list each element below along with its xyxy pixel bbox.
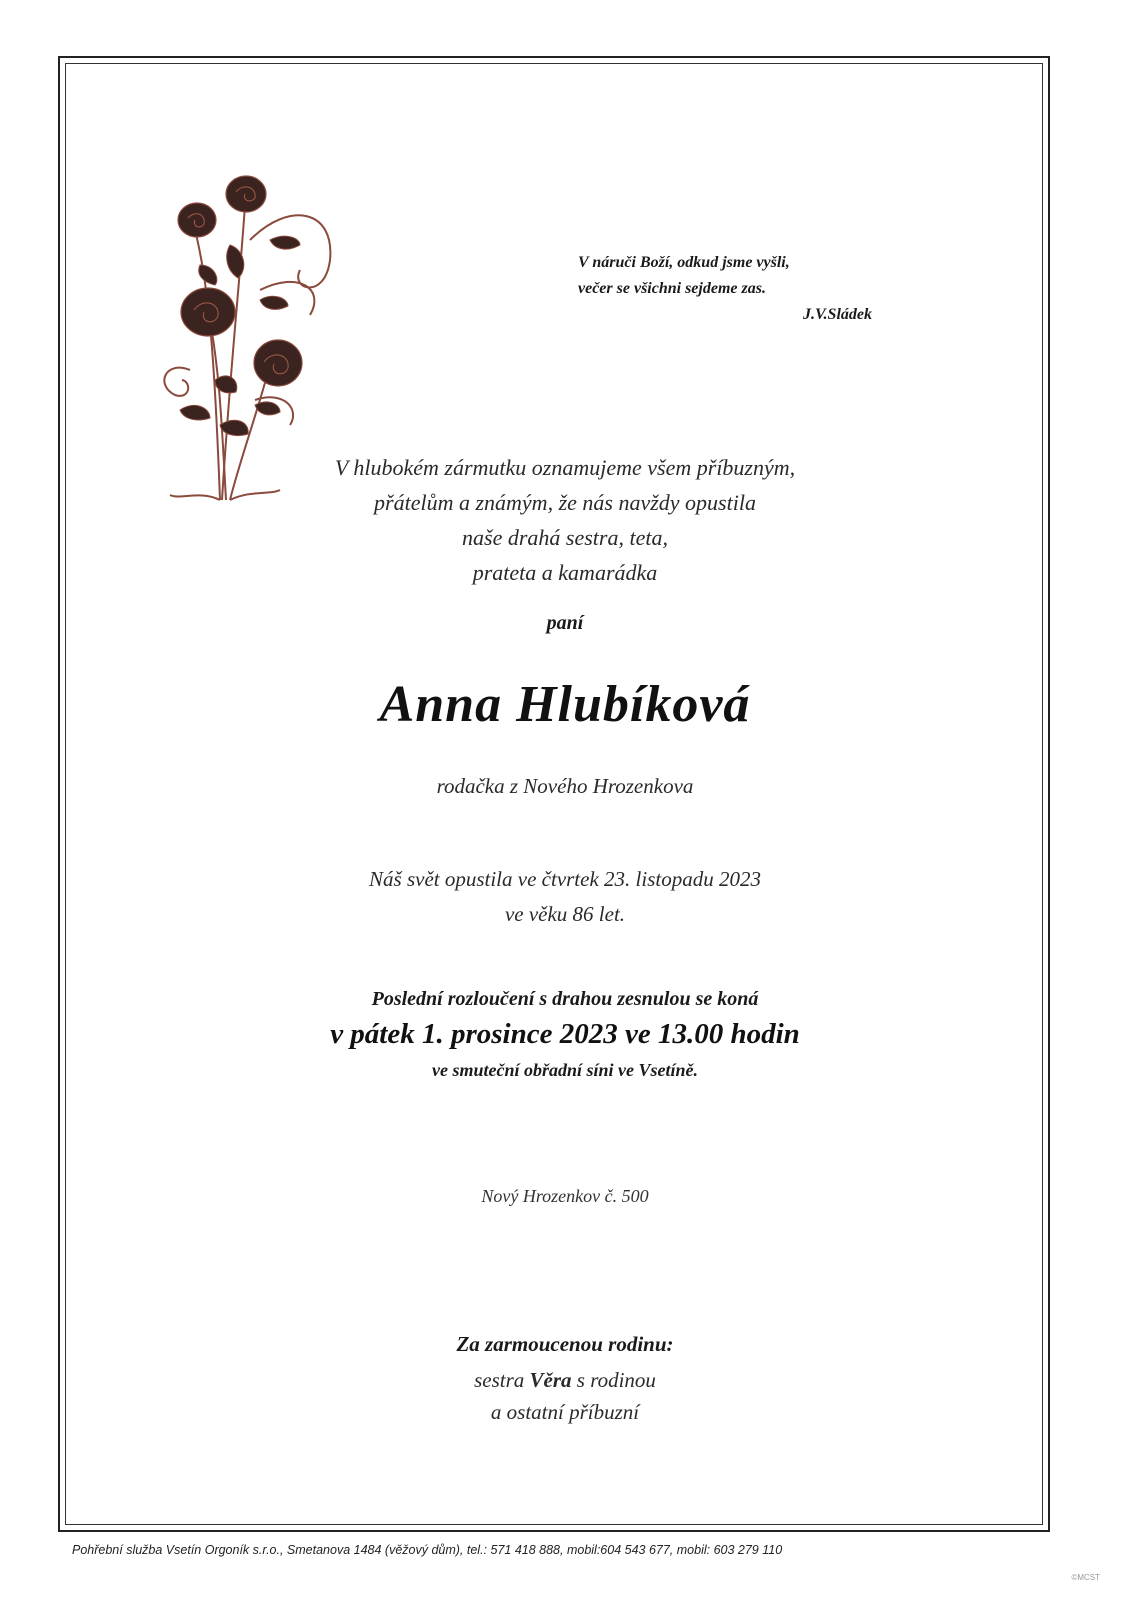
farewell-line-3: ve smuteční obřadní síni ve Vsetíně.: [431, 1060, 698, 1080]
family-line-1-suffix: s rodinou: [571, 1368, 656, 1392]
intro-line-3: naše drahá sestra, teta,: [462, 525, 668, 550]
epitaph-quote: [578, 250, 878, 328]
farewell-line-2: v pátek 1. prosince 2023 ve 13.00 hodin: [330, 1018, 800, 1050]
address: Nový Hrozenkov č. 500: [481, 1186, 649, 1206]
death-line-1: Náš svět opustila ve čtvrtek 23. listopadu 2023: [369, 867, 761, 891]
intro-line-2: přátelům a známým, že nás navždy opustila: [374, 490, 756, 515]
family-line-2: a ostatní příbuzní: [490, 1400, 640, 1424]
family-line-1-name: Věra: [529, 1368, 572, 1392]
intro-line-1: V hlubokém zármutku oznamujeme všem příbuzným,: [334, 455, 796, 480]
death-line-2: ve věku 86 let.: [504, 902, 626, 926]
family-signature: [0, 1364, 1130, 1428]
family-line-1: [0, 1364, 1130, 1396]
quote-author: J.V.Sládek: [802, 306, 872, 323]
salutation: paní: [546, 612, 584, 634]
funeral-service-footer: Pohřební služba Vsetín Orgoník s.r.o., Smetanova 1484 (věžový dům), tel.: 571 418 888, mobil:604 543 677, mobil: 603 279 110: [72, 1543, 783, 1557]
family-title: Za zarmoucenou rodinu:: [456, 1332, 674, 1356]
origin-text: rodačka z Nového Hrozenkova: [436, 774, 694, 798]
family-line-1-prefix: sestra: [474, 1368, 530, 1392]
quote-line-1: V náruči Boží, odkud jsme vyšli,: [578, 254, 790, 271]
death-info: [0, 862, 1130, 932]
copyright-stamp: ©MCST: [1071, 1573, 1100, 1582]
farewell-line-1: Poslední rozloučení s drahou zesnulou se koná: [371, 988, 759, 1010]
intro-line-4: prateta a kamarádka: [472, 560, 658, 585]
quote-line-2: večer se všichni sejdeme zas.: [578, 280, 766, 297]
deceased-name: Anna Hlubíková: [379, 676, 751, 733]
announcement-intro: [0, 450, 1130, 590]
